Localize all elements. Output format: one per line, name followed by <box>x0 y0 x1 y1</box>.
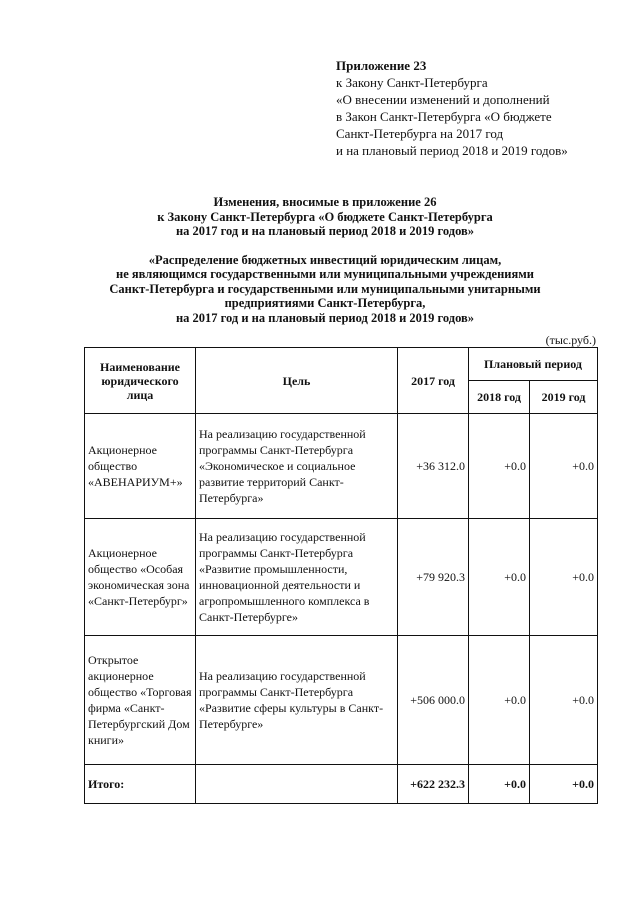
heading-line: к Закону Санкт-Петербурга «О бюджете Санкт-Петербурга <box>157 209 493 224</box>
total-2019: +0.0 <box>530 765 598 804</box>
appendix-line: и на плановый период 2018 и 2019 годов» <box>336 143 568 158</box>
subheading <box>60 253 590 326</box>
total-label: Итого: <box>85 765 196 804</box>
subheading-line: предприятиями Санкт-Петербурга, <box>224 296 426 310</box>
row-goal: На реализацию государственной программы Санкт-Петербурга «Развитие промышленности, инновационной деятельности и агропромышленного комплекса в Санкт-Петербурге» <box>196 519 398 636</box>
header-2018: 2018 год <box>469 381 530 414</box>
table-row <box>85 636 598 765</box>
row-2018: +0.0 <box>469 414 530 519</box>
appendix-title: Приложение 23 <box>336 58 427 73</box>
row-2018: +0.0 <box>469 519 530 636</box>
appendix-block <box>336 57 568 159</box>
subheading-line: Санкт-Петербурга и государственными или муниципальными унитарными <box>109 281 541 296</box>
row-name: Открытое акционерное общество «Торговая фирма «Санкт-Петербургский Дом книги» <box>85 636 196 765</box>
heading <box>60 195 590 239</box>
subheading-line: «Распределение бюджетных инвестиций юридическим лицам, <box>148 252 502 267</box>
total-2018: +0.0 <box>469 765 530 804</box>
subheading-line: не являющимся государственными или муниципальными учреждениями <box>116 267 534 281</box>
row-2018: +0.0 <box>469 636 530 765</box>
header-2017: 2017 год <box>398 348 469 414</box>
appendix-line: в Закон Санкт-Петербурга «О бюджете <box>336 109 552 124</box>
total-2017: +622 232.3 <box>398 765 469 804</box>
appendix-line: «О внесении изменений и дополнений <box>336 92 550 107</box>
heading-line: Изменения, вносимые в приложение 26 <box>213 195 437 209</box>
table-header-row <box>85 348 598 381</box>
row-2017: +36 312.0 <box>398 414 469 519</box>
total-row <box>85 765 598 804</box>
row-goal: На реализацию государственной программы Санкт-Петербурга «Экономическое и социальное развитие территорий Санкт-Петербурга» <box>196 414 398 519</box>
total-goal-empty <box>196 765 398 804</box>
subheading-line: на 2017 год и на плановый период 2018 и 2019 годов» <box>175 310 475 325</box>
header-2019: 2019 год <box>530 381 598 414</box>
header-planned: Плановый период <box>469 348 598 381</box>
appendix-line: к Закону Санкт-Петербурга <box>336 75 488 90</box>
heading-line: на 2017 год и на плановый период 2018 и 2019 годов» <box>175 224 475 238</box>
row-goal: На реализацию государственной программы Санкт-Петербурга «Развитие сферы культуры в Санкт-Петербурге» <box>196 636 398 765</box>
table-row <box>85 519 598 636</box>
row-name: Акционерное общество «АВЕНАРИУМ+» <box>85 414 196 519</box>
row-2019: +0.0 <box>530 636 598 765</box>
table-row <box>85 414 598 519</box>
row-2017: +506 000.0 <box>398 636 469 765</box>
row-2019: +0.0 <box>530 414 598 519</box>
document-titles <box>60 195 590 325</box>
unit-label: (тыс.руб.) <box>545 333 596 347</box>
investments-table <box>84 347 598 804</box>
row-2017: +79 920.3 <box>398 519 469 636</box>
header-goal: Цель <box>196 348 398 414</box>
row-2019: +0.0 <box>530 519 598 636</box>
header-name: Наименование юридического лица <box>85 348 196 414</box>
appendix-line: Санкт-Петербурга на 2017 год <box>336 126 504 141</box>
row-name: Акционерное общество «Особая экономическая зона «Санкт-Петербург» <box>85 519 196 636</box>
